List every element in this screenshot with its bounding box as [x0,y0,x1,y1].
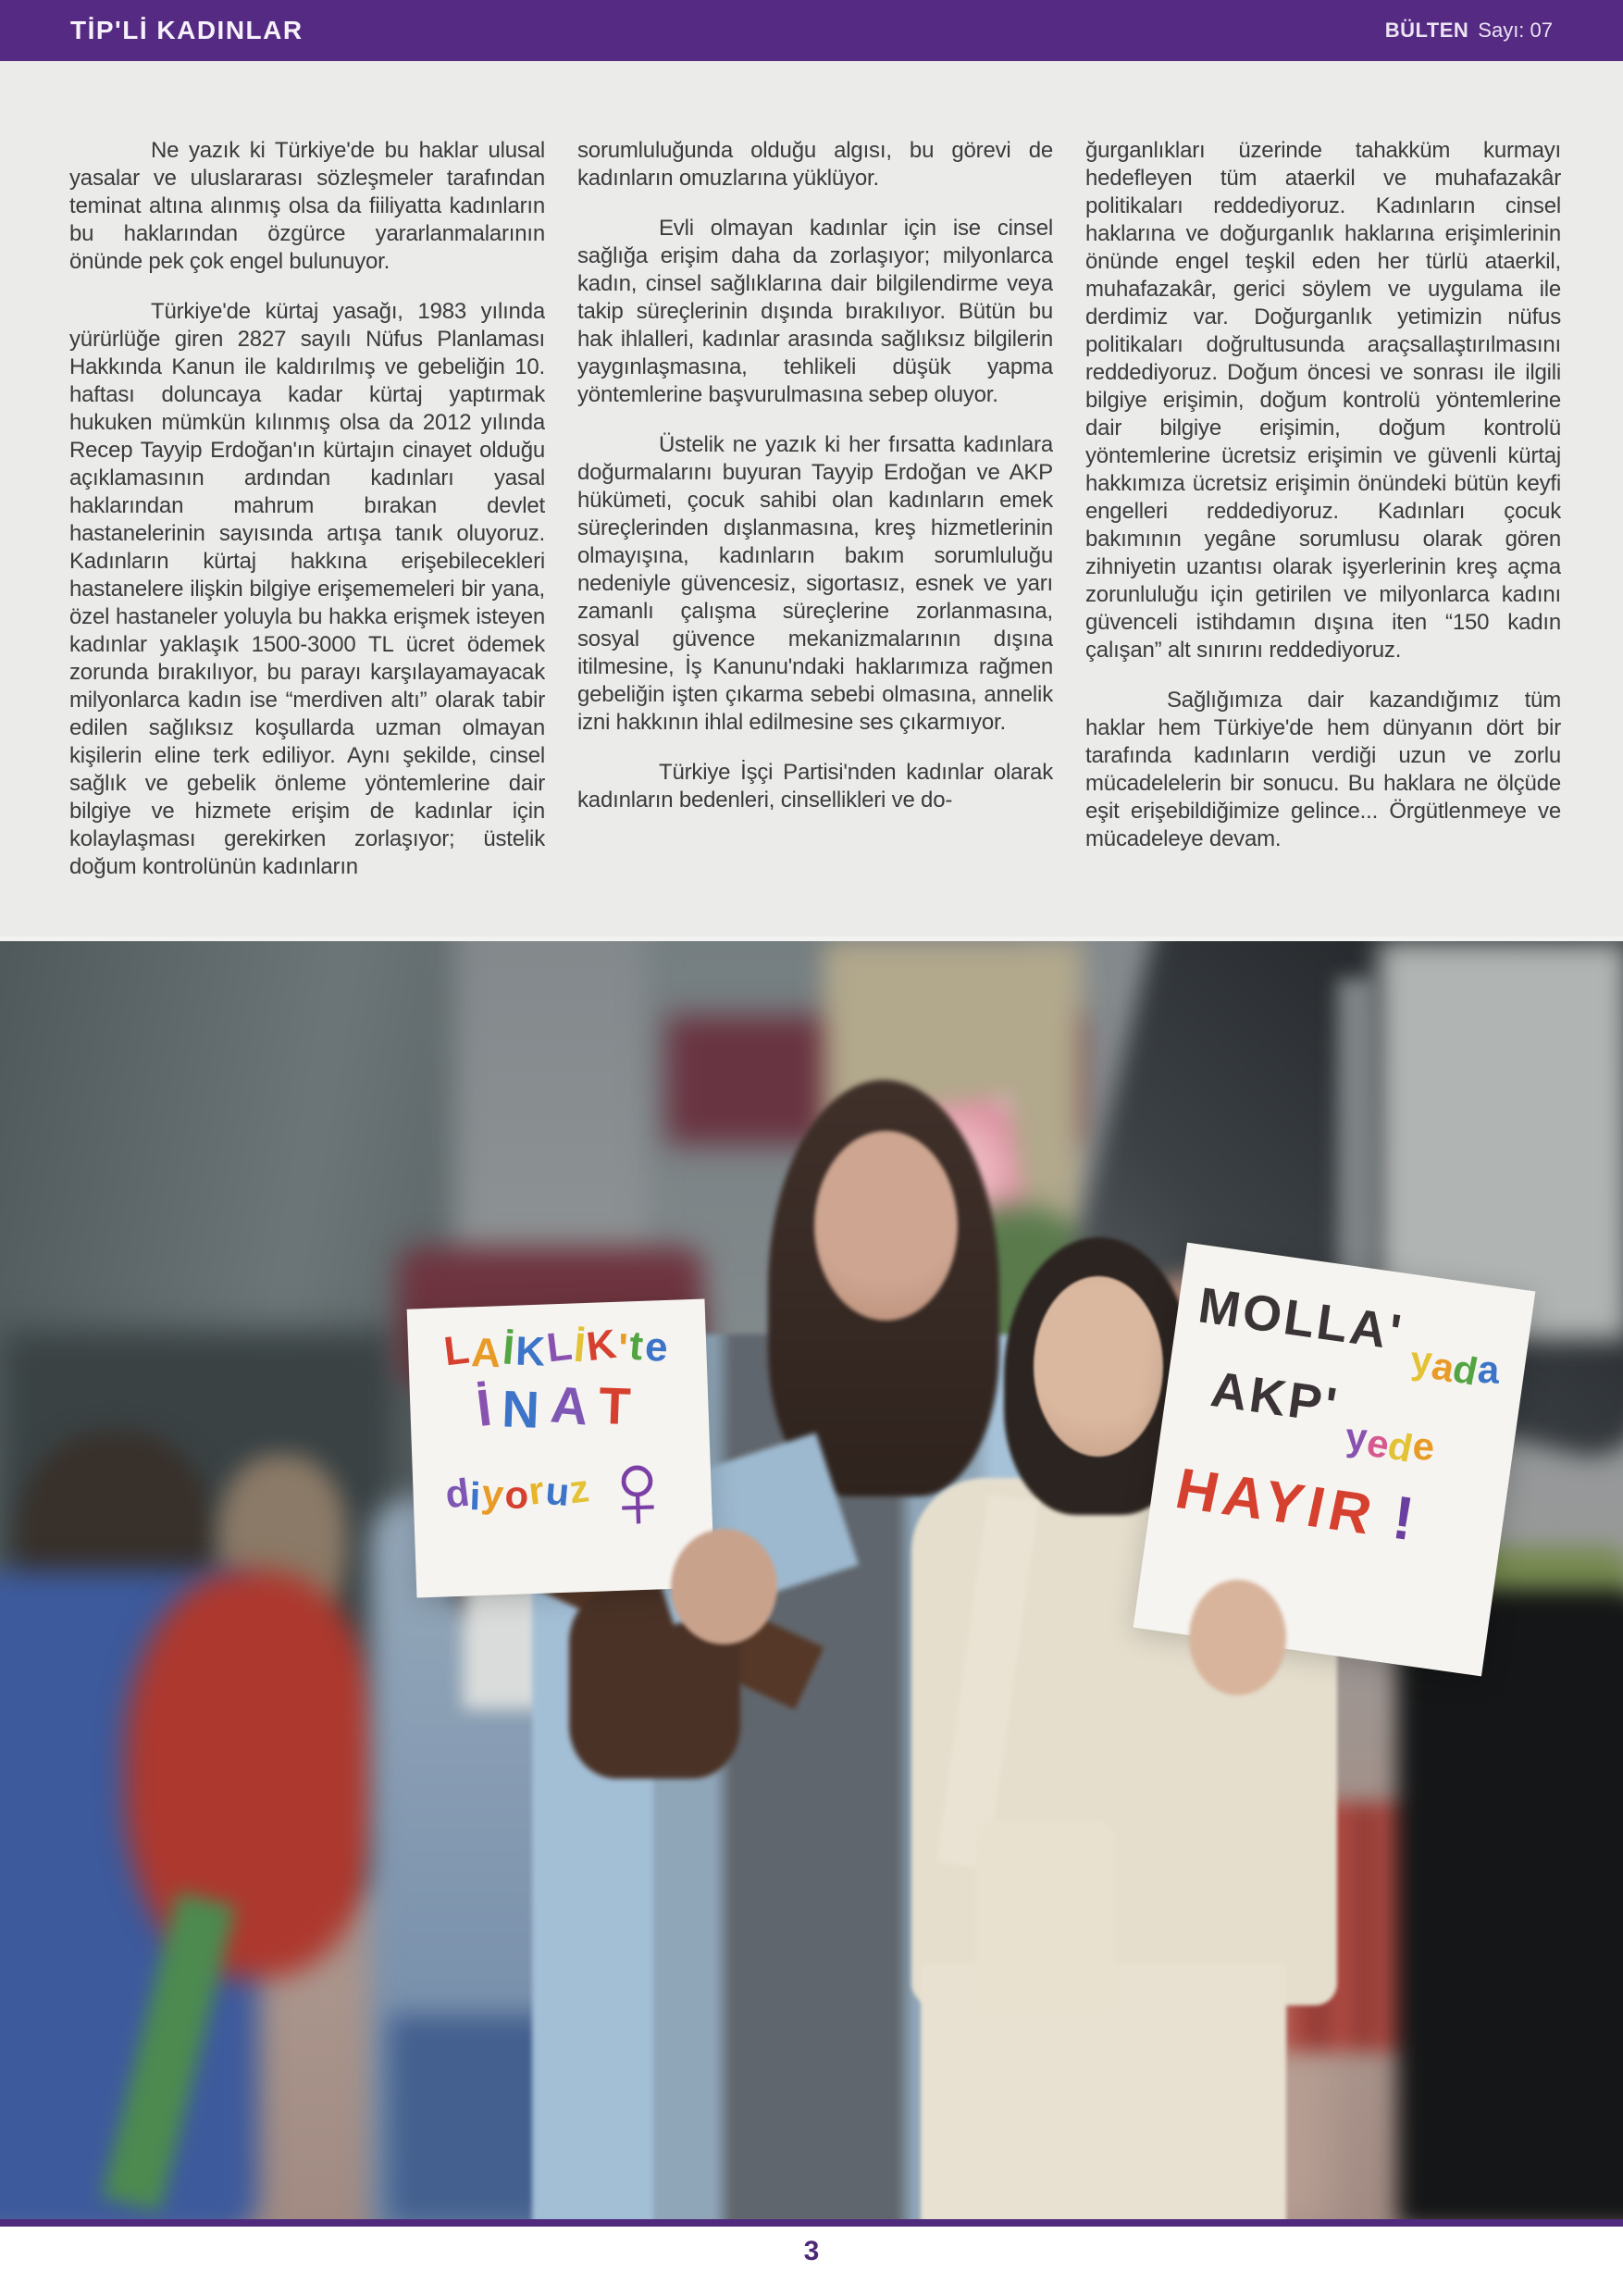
woman-denim-face [814,1131,958,1321]
sign-text-line: İNAT [473,1374,643,1440]
woman-cream-hand [1189,1580,1286,1695]
sign-text-line: yede [1344,1414,1435,1471]
sign-text-line: diyoruz [442,1466,593,1519]
sign-text-line: yada [1409,1337,1501,1394]
footer-rule [0,2219,1623,2227]
sign-text-line: AKP' [1208,1361,1343,1434]
masthead-title: TİP'Lİ KADINLAR [70,16,304,44]
article-column-1 [69,137,545,914]
article-column-2 [577,137,1053,914]
paragraph: Ne yazık ki Türkiye'de bu haklar ulusal yasalar ve uluslararası sözleşmeler tarafından teminat altına alınmış olsa da fiiliyatta kadınların bu haklarından özgürce yararlanmalarının önünde pek çok engel bulunuyor. [69,138,545,274]
woman-cream-face [1034,1276,1163,1457]
sign-text-line: LAİKLİK'te [441,1321,671,1377]
issue-number: Sayı: 07 [1478,19,1553,42]
paragraph: ğurganlıkları üzerinde tahakküm kurmayı hedefleyen tüm ataerkil ve muhafazakâr politikaları reddediyoruz. Kadınların cinsel haklarına ve doğurganlık haklarına erişimlerinin önünde engel teşkil eden her türlü ataerkil, muhafazakâr, gerici söylem ve uygulama ile derdimiz var. Doğurganlık yetimizin nüfus politikaları doğrultusunda araçsallaştırılmasını reddediyoruz. Doğum öncesi ve sonrası ile ilgili bilgiye erişimin, doğum kontrolü yöntemlerine dair bilgiye erişimin, doğum kontrolü yöntemlerine ücretsiz erişimin ve güvenli kürtaj hakkımıza ücretsiz erişimin önündeki bütün keyfi engelleri reddediyoruz. Kadınları çocuk bakımının yegâne sorumlusu olarak gören zihniyetin uzantısı olarak işyerlerinin kreş açma zorunluluğu için getirilen ve milyonlarca kadını güvenceli istihdamın dışına iten “150 kadın çalışan” alt sınırını reddediyoruz. [1085,138,1561,663]
paragraph: Evli olmayan kadınlar için ise cinsel sağlığa erişim daha da zorlaşıyor; milyonlarca kadın, cinsel sağlıklarına dair bilgilendirme veya takip süreçlerinin dışında bırakılıyor. Bütün bu hak ihlalleri, kadınlar arasında sağlıksız bilgilerin yaygınlaşmasına, tehlikeli düşük yapma yöntemlerine başvurulmasına sebep oluyor. [577,216,1053,407]
paragraph: Sağlığımıza dair kazandığımız tüm haklar hem Türkiye'de hem dünyanın dört bir tarafında kadınların verdiği uzun ve zorlu mücadelelerin bir sonucu. Bu haklara ne ölçüde eşit erişebildiğimize gelince... Örgütlenmeye ve mücadeleye devam. [1085,688,1561,851]
sign-exclamation: ! [1388,1482,1419,1554]
issue-label: BÜLTEN [1384,19,1469,42]
woman-denim-hand [671,1529,777,1644]
protest-sign-laiklik [407,1298,715,1597]
article-column-3 [1085,137,1561,914]
sign-text-line: MOLLA' [1195,1277,1407,1361]
blurred-passerby-right [1397,1589,1623,2219]
issue-info [1385,19,1553,43]
paragraph: Üstelik ne yazık ki her fırsatta kadınlara doğurmalarını buyuran Tayyip Erdoğan ve AKP hükümeti, çocuk sahibi olan kadınların emek süreçlerinden dışlanmasına, kreş hizmetlerinin olmayışına, kadınların bakım sorumluluğu nedeniyle güvencesiz, sigortasız, esnek ve yarı zamanlı çalışma süreçlerine zorlanmasına, sosyal güvence mekanizmalarının dışına itilmesine, İş Kanunu'ndaki haklarımıza rağmen gebeliğin işten çıkarma sebebi olmasına, annelik izni hakkının ihlal edilmesine ses çıkarmıyor. [577,432,1053,735]
article-body [0,61,1623,937]
venus-symbol-icon: ♀ [593,1426,682,1554]
blurred-red-backpack [125,1570,384,1978]
protest-photo [0,937,1623,2219]
page-footer [0,2219,1623,2267]
page-header [0,0,1623,61]
paragraph: Türkiye'de kürtaj yasağı, 1983 yılında yürürlüğe giren 2827 sayılı Nüfus Planlaması Hakkında Kanun ile kaldırılmış ve gebeliğin 10. haftası doluncaya kadar kürtaj yaptırmak hukuken mümkün kılınmış olsa da 2012 yılında Recep Tayyip Erdoğan'ın kürtajın cinayet olduğu açıklamasının ardından kadınları yasal haklarından mahrum bırakan devlet hastanelerinin sayısında artışa tanık oluyoruz. Kadınların kürtaj hakkına erişebilecekleri hastanelere ilişkin bilgiye erişememeleri bir yana, özel hastaneler yoluyla bu hakka erişmek isteyen kadınlar yaklaşık 1500-3000 TL ücret ödemek zorunda bırakılıyor, bu parayı karşılayamayacak milyonlarca kadın ise “merdiven altı” olarak tabir edilen sağlıksız koşullarda uzman olmayan kişilerin eline terk ediliyor. Aynı şekilde, cinsel sağlık ve gebelik önleme yöntemlerine dair bilgiye ve hizmete erişim de kadınlar için kolaylaşması gerekirken zorlaşıyor; üstelik doğum kontrolünün kadınların [69,299,545,879]
page-number: 3 [803,2236,820,2266]
paragraph: Türkiye İşçi Partisi'nden kadınlar olarak kadınların bedenleri, cinsellikleri ve do- [577,760,1053,813]
woman-cream-bag [976,1820,1115,2015]
sign-text-line: HAYIR [1170,1457,1383,1548]
paragraph: sorumluluğunda olduğu algısı, bu görevi de kadınların omuzlarına yüklüyor. [577,138,1053,191]
